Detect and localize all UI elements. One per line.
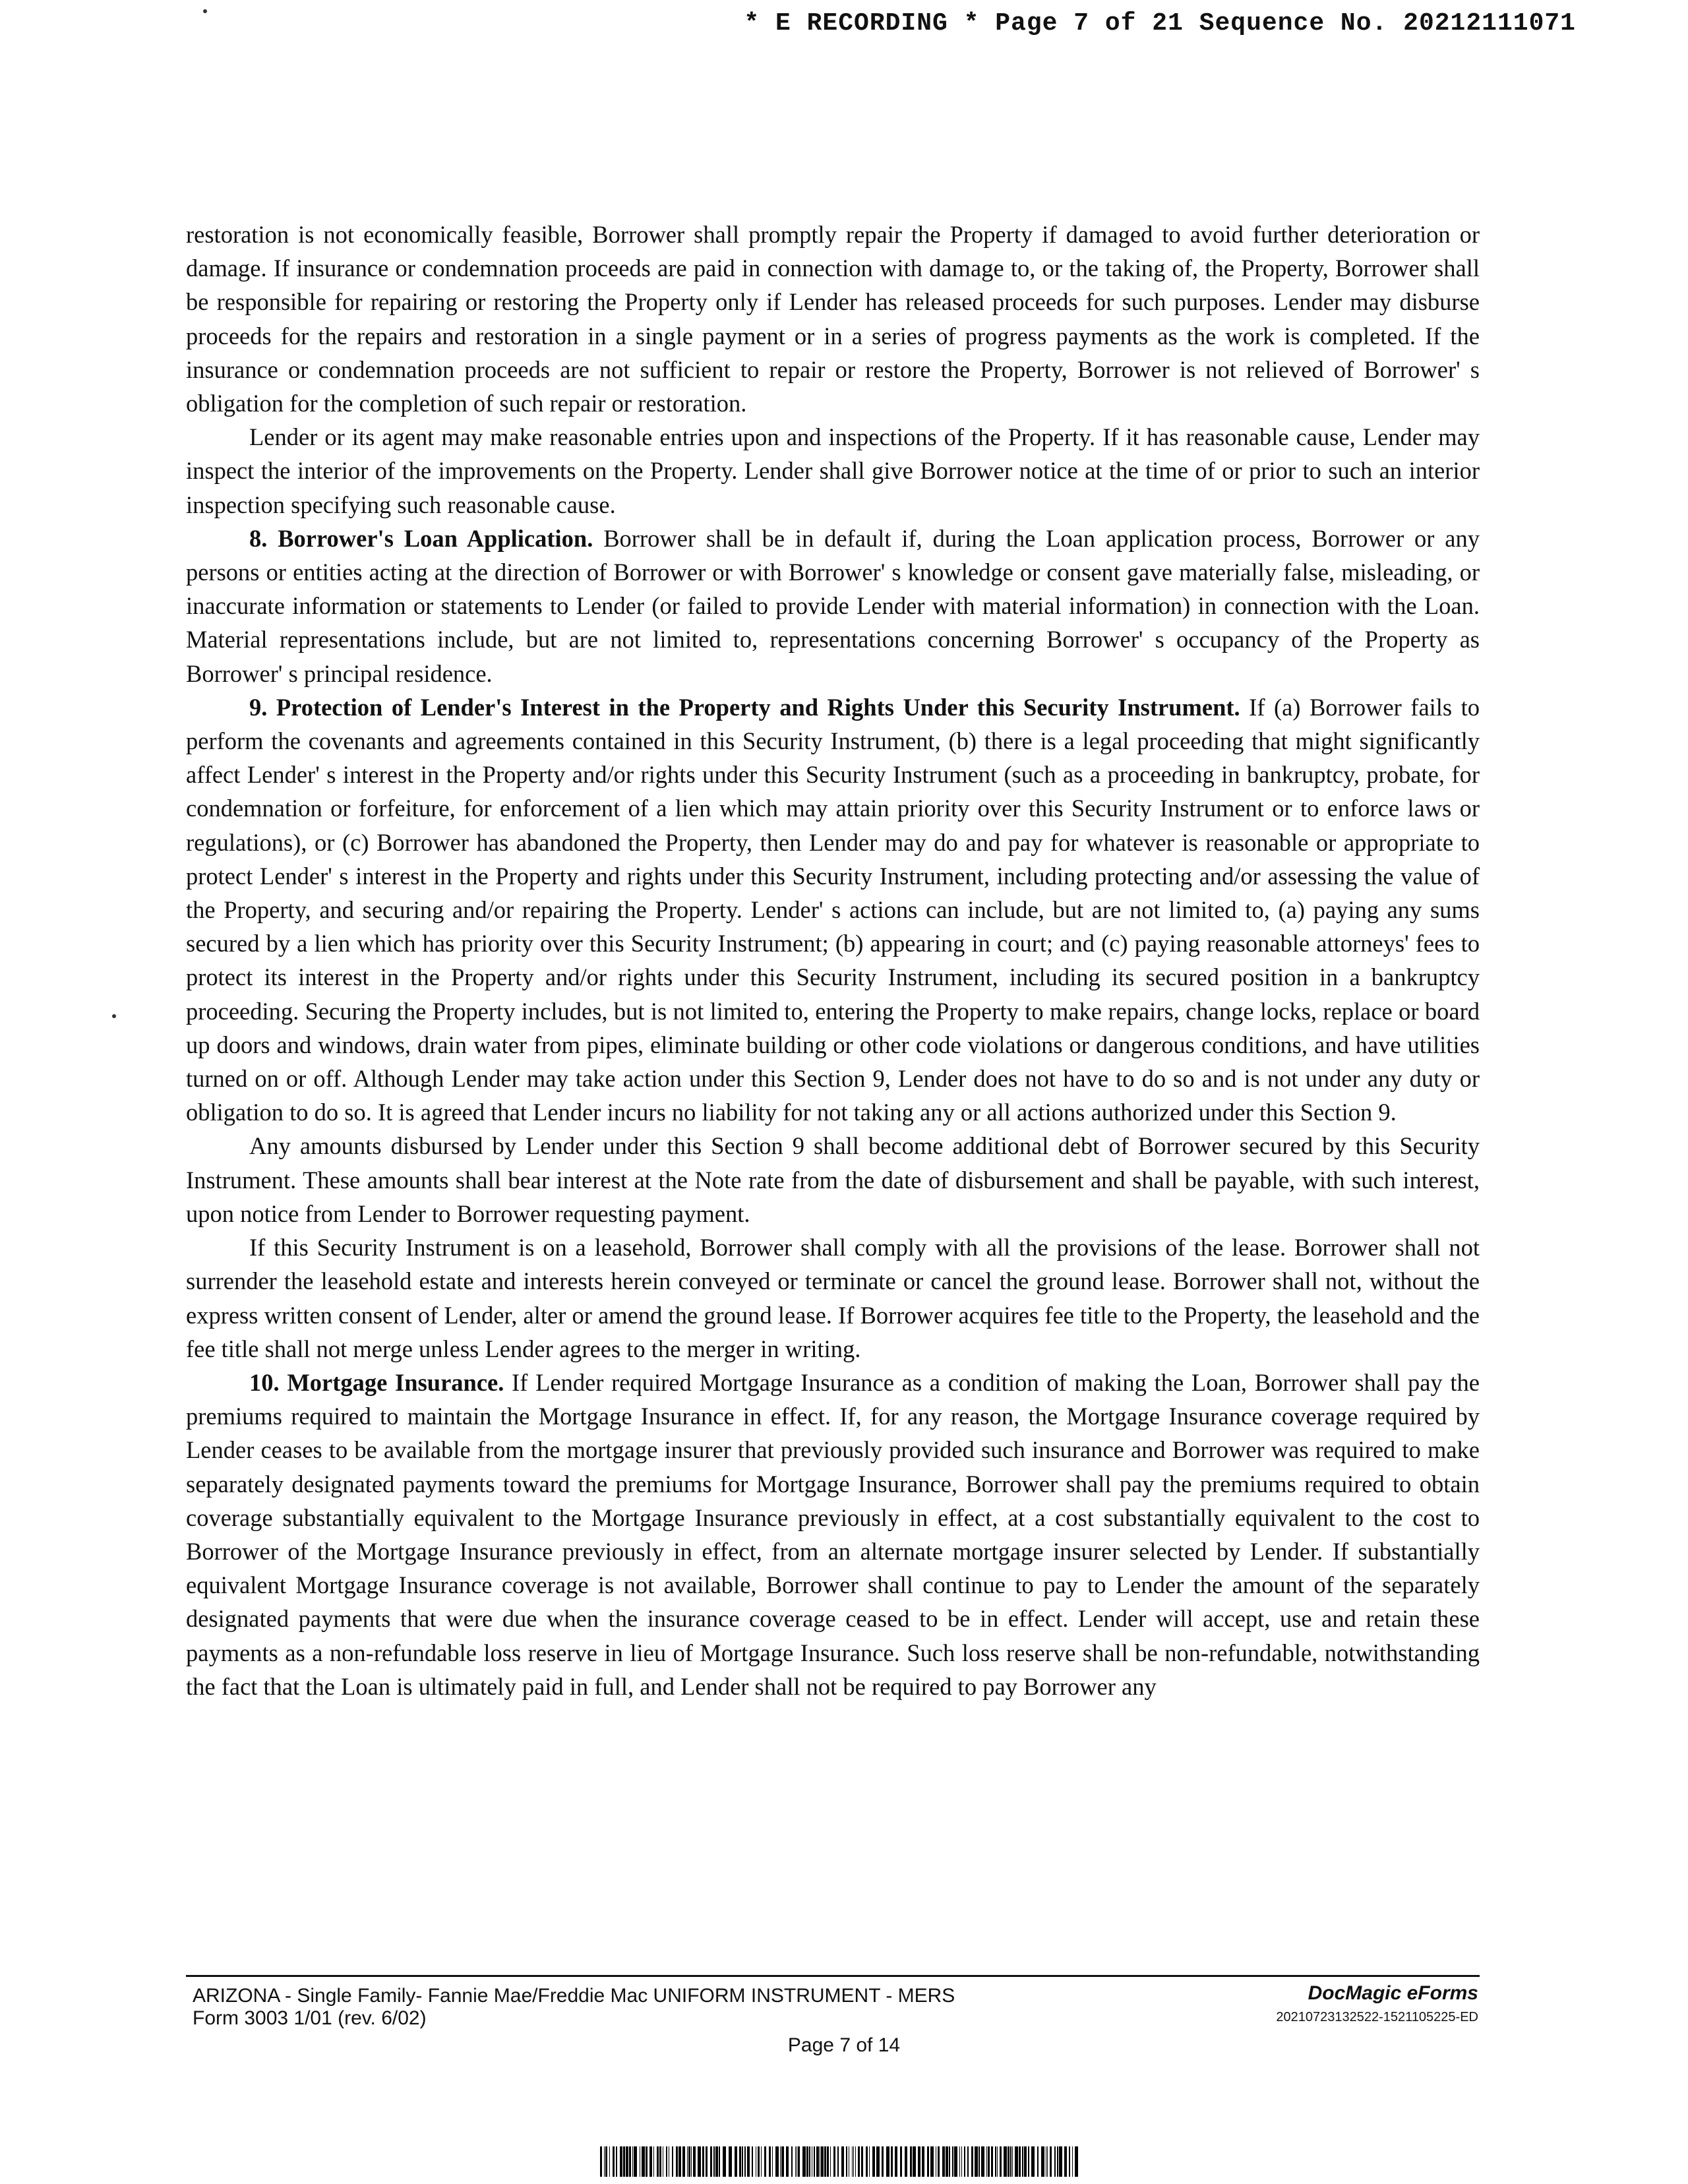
section-10-mortgage-insurance: 10. Mortgage Insurance. If Lender required Mortgage Insurance as a condition of making the Loan, Borrower shall pay the premiums required to maintain the Mortgage Insurance in effect. If, for any reason, the Mortgage Insurance coverage required by Lender ceases to be available from the mortgage insurer that previously provided such insurance and Borrower was required to make separately designated payments toward the premiums for Mortgage Insurance, Borrower shall pay the premiums required to obtain coverage substantially equivalent to the Mortgage Insurance previously in effect, at a cost substantially equivalent to the cost to Borrower of the Mortgage Insurance previously in effect, from an alternate mortgage insurer selected by Lender. If substantially equivalent Mortgage Insurance coverage is not available, Borrower shall continue to pay to Lender the amount of the separately designated payments that were due when the insurance coverage ceased to be in effect. Lender will accept, use and retain these payments as a non-refundable loss reserve in lieu of Mortgage Insurance. Such loss reserve shall be non-refundable, notwithstanding the fact that the Loan is ultimately paid in full, and Lender shall not be required to pay Borrower any [186,1368,1480,1700]
paragraph-inspection: Lender or its agent may make reasonable entries upon and inspections of the Property. If it has reasonable cause, Lender may inspect the interior of the improvements on the Property. Lender shall give Borrower notice at the time of or prior to such an interior inspection specifying such reasonable cause. [186,423,1480,518]
footer-brand-block [1276,1982,1478,2025]
footer-page-number: Page 7 of 14 [787,2034,901,2056]
document-id: 20210723132522-1521105225-ED [1276,2010,1478,2024]
docmagic-logo: DocMagic eForms [1308,1982,1478,2004]
form-number: Form 3003 1/01 (rev. 6/02) [193,2007,427,2029]
footer-form-info [193,1985,955,2030]
scan-speck [203,9,207,13]
scan-speck [112,1014,116,1018]
section-8-loan-application: 8. Borrower's Loan Application. Borrower shall be in default if, during the Loan application process, Borrower or any persons or entities acting at the direction of Borrower or with Borrower' s knowledge or consent gave materially false, misleading, or inaccurate information or statements to Lender (or failed to provide Lender with material information) in connection with the Loan. Material representations include, but are not limited to, representations concerning Borrower' s occupancy of the Property as Borrower' s principal residence. [186,524,1480,687]
footer-divider [186,1975,1480,1977]
paragraph-amounts-disbursed: Any amounts disbursed by Lender under this Section 9 shall become additional debt of Borrower secured by this Security Instrument. These amounts shall bear interest at the Note rate from the date of disbursement and shall be payable, with such interest, upon notice from Lender to Borrower requesting payment. [186,1132,1480,1227]
form-title: ARIZONA - Single Family- Fannie Mae/Freddie Mac UNIFORM INSTRUMENT - MERS [193,1985,955,2007]
section-8-heading: 8. Borrower's Loan Application. [249,524,593,552]
paragraph-restoration: restoration is not economically feasible, Borrower shall promptly repair the Property if damaged to avoid further deterioration or damage. If insurance or condemnation proceeds are paid in connection with damage to, or the taking of, the Property, Borrower shall be responsible for repairing or restoring the Property only if Lender has released proceeds for such purposes. Lender may disburse proceeds for the repairs and restoration in a single payment or in a series of progress payments as the work is completed. If the insurance or condemnation proceeds are not sufficient to repair or restore the Property, Borrower is not relieved of Borrower' s obligation for the completion of such repair or restoration. [186,221,1480,417]
paragraph-leasehold: If this Security Instrument is on a leasehold, Borrower shall comply with all the provisions of the lease. Borrower shall not surrender the leasehold estate and interests herein conveyed or terminate or cancel the ground lease. Borrower shall not, without the express written consent of Lender, alter or amend the ground lease. If Borrower acquires fee title to the Property, the leasehold and the fee title shall not merge unless Lender agrees to the merger in writing. [186,1234,1480,1362]
section-9-protection: 9. Protection of Lender's Interest in the Property and Rights Under this Security Instrument. If (a) Borrower fails to perform the covenants and agreements contained in this Security Instrument, (b) there is a legal proceeding that might significantly affect Lender' s interest in the Property and/or rights under this Security Instrument (such as a proceeding in bankruptcy, probate, for condemnation or forfeiture, for enforcement of a lien which may attain priority over this Security Instrument or to enforce laws or regulations), or (c) Borrower has abandoned the Property, then Lender may do and pay for whatever is reasonable or appropriate to protect Lender' s interest in the Property and rights under this Security Instrument, including protecting and/or assessing the value of the Property, and securing and/or repairing the Property. Lender' s actions can include, but are not limited to, (a) paying any sums secured by a lien which has priority over this Security Instrument; (b) appearing in court; and (c) paying reasonable attorneys' fees to protect its interest in the Property and/or rights under this Security Instrument, including its secured position in a bankruptcy proceeding. Securing the Property includes, but is not limited to, entering the Property to make repairs, change locks, replace or board up doors and windows, drain water from pipes, eliminate building or other code violations or dangerous conditions, and have utilities turned on or off. Although Lender may take action under this Section 9, Lender does not have to do so and is not under any duty or obligation to do so. It is agreed that Lender incurs no liability for not taking any or all actions authorized under this Section 9. [186,693,1480,1126]
section-10-heading: 10. Mortgage Insurance. [249,1368,504,1396]
recording-header: * E RECORDING * Page 7 of 21 Sequence No. 20212111071 [744,9,1576,38]
section-9-heading: 9. Protection of Lender's Interest in the Property and Rights Under this Security Instrument. [249,693,1240,721]
document-body [186,218,1480,1703]
barcode-icon [600,2146,1081,2177]
